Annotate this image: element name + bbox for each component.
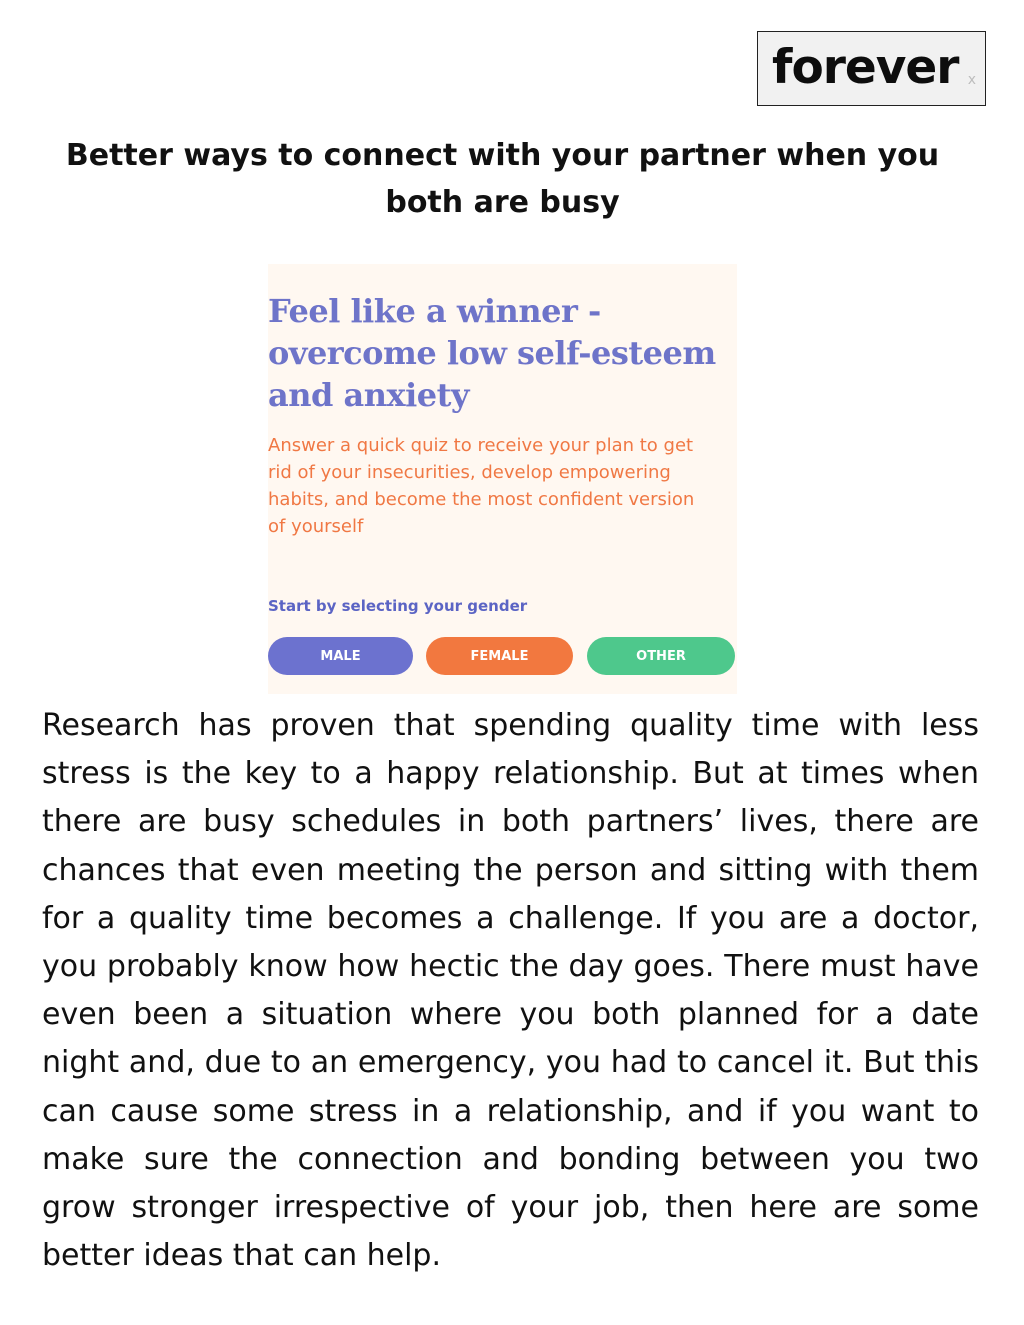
logo-wordmark: forever [772, 40, 959, 95]
article-title: Better ways to connect with your partner when you both are busy [65, 138, 940, 220]
ad-description: Answer a quick quiz to receive your plan to get rid of your insecurities, develop empowering habits, and become the most confident version of yourself [268, 435, 695, 537]
logo [757, 31, 986, 106]
article-body: Research has proven that spending quality time with less stress is the key to a happy relationship. But at times when there are busy schedules in both partners’ lives, there are chances that even meeting the person and sitting with them for a quality time becomes a challenge. If you are a doctor, you probably know how hectic the day goes. There must have even been a situation where you both planned for a date night and, due to an emergency, you had to cancel it. But this can cause some stress in a relationship, and if you want to make sure the connection and bonding between you two grow stronger irrespective of your job, then here are some better ideas that can help. [42, 708, 979, 1274]
male-button[interactable]: MALE [268, 637, 413, 675]
logo-suffix: x [967, 72, 976, 88]
ad-headline: Feel like a winner - overcome low self-esteem and anxiety [268, 292, 716, 414]
ad-banner [268, 264, 737, 694]
ad-gender-prompt: Start by selecting your gender [268, 597, 528, 615]
female-button[interactable]: FEMALE [426, 637, 573, 675]
other-button[interactable]: OTHER [587, 637, 735, 675]
